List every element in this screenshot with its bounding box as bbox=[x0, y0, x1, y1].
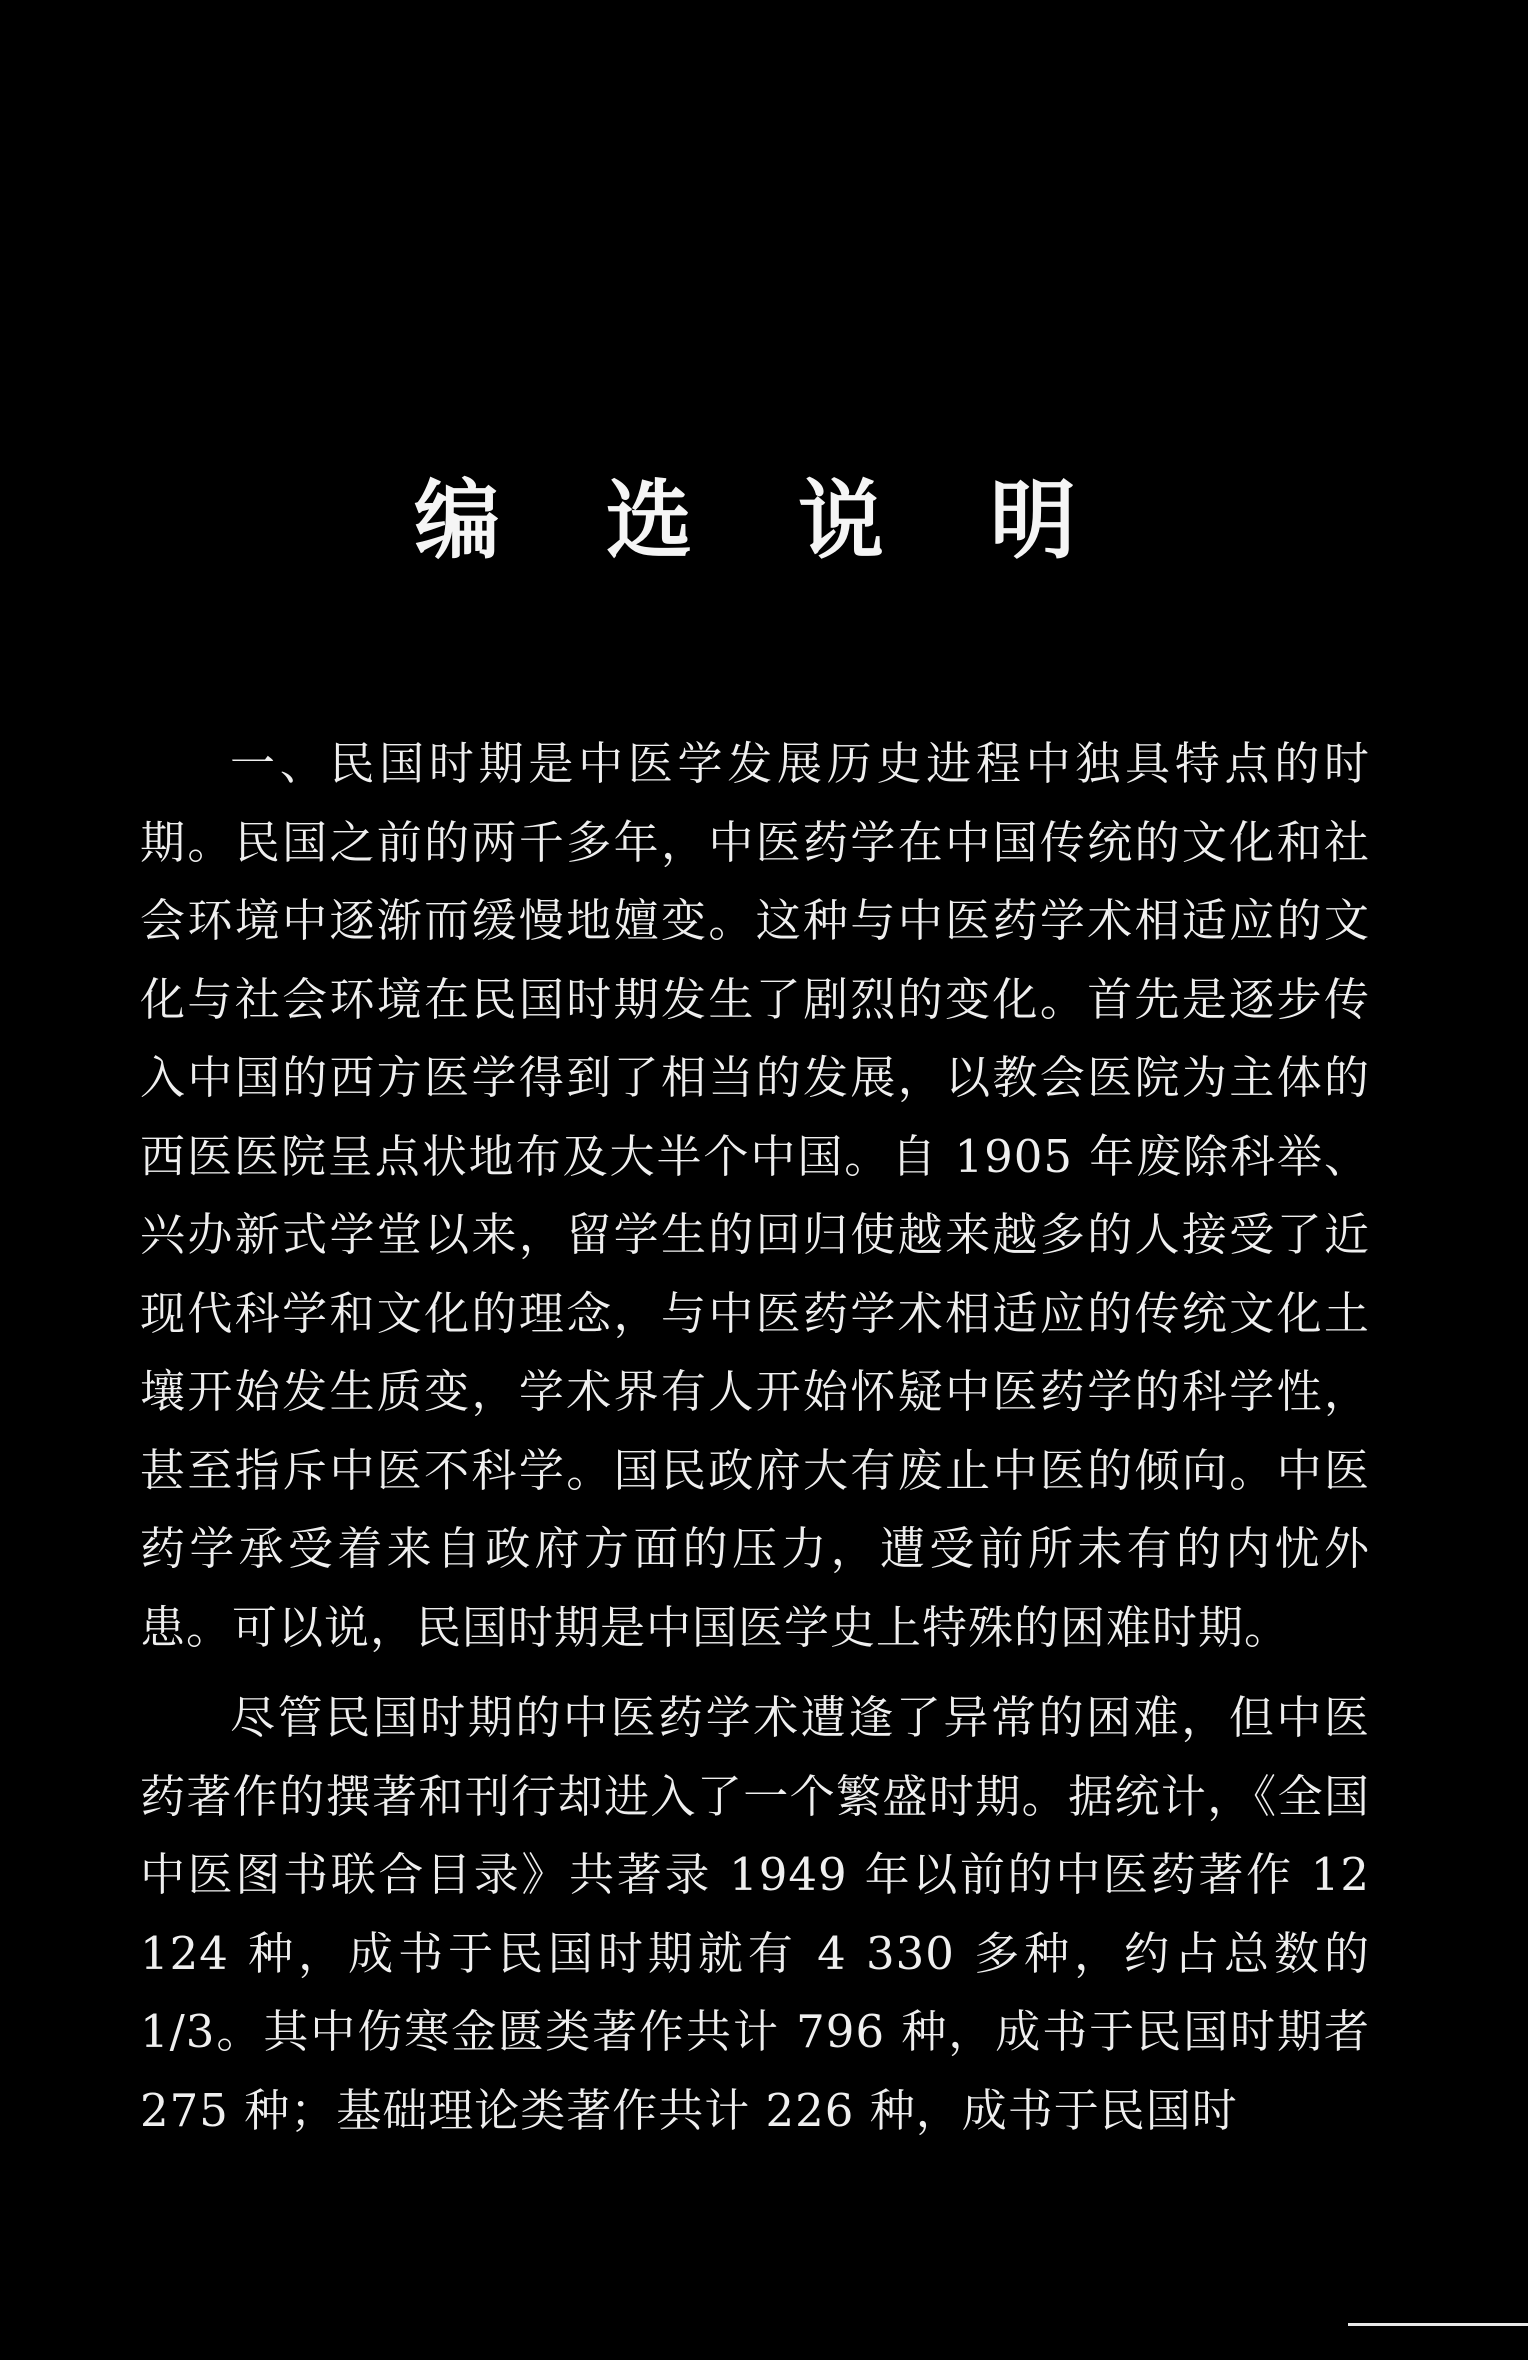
paragraph-1: 一、民国时期是中医学发展历史进程中独具特点的时期。民国之前的两千多年，中医药学在中国传统的文化和社会环境中逐渐而缓慢地嬗变。这种与中医药学术相适应的文化与社会环境在民国时期发生了剧烈的变化。首先是逐步传入中国的西方医学得到了相当的发展，以教会医院为主体的西医医院呈点状地布及大半个中国。自 1905 年废除科举、兴办新式学堂以来，留学生的回归使越来越多的人接受了近现代科学和文化的理念，与中医药学术相适应的传统文化土壤开始发生质变，学术界有人开始怀疑中医药学的科学性，甚至指斥中医不科学。国民政府大有废止中医的倾向。中医药学承受着来自政府方面的压力，遭受前所未有的内忧外患。可以说，民国时期是中国医学史上特殊的困难时期。 bbox=[140, 737, 1370, 1654]
paragraph-2: 尽管民国时期的中医药学术遭逢了异常的困难，但中医药著作的撰著和刊行却进入了一个繁盛时期。据统计，《全国中医图书联合目录》共著录 1949 年以前的中医药著作 12 124 种，成书于民国时期就有 4 330 多种，约占总数的 1/3。其中伤寒金匮类著作共计 796 种，成书于民国时期者 275 种；基础理论类著作共计 226 种，成书于民国时 bbox=[140, 1691, 1370, 2137]
page-edge-rule bbox=[1348, 2323, 1528, 2326]
page-title: 编 选 说 明 bbox=[414, 469, 1114, 571]
document-body bbox=[140, 725, 1370, 2150]
